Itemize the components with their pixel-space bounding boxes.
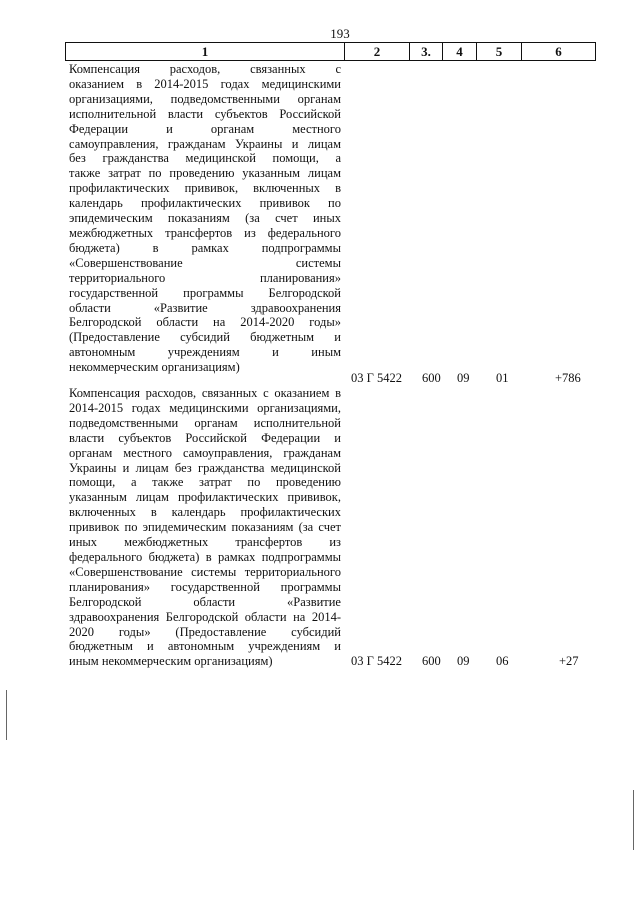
page-number: 193 (330, 26, 350, 41)
description-line: Белгородской области на 2014-2020 годы» (69, 315, 341, 330)
row-2-col6: +27 (559, 654, 579, 668)
description-line: профилактических прививок, включенных в (69, 181, 341, 196)
description-line: также затрат по проведению указанным лицам (69, 166, 341, 181)
description-line: Компенсация расходов, связанных с оказанием в (69, 386, 341, 400)
description-line: организациями, подведомственными органам (69, 91, 341, 106)
description-line: исполнительной власти субъектов Российской (69, 106, 341, 121)
header-col-1: 1 (66, 43, 345, 61)
header-col-4: 4 (443, 43, 477, 61)
description-line: календарь профилактических прививок по (69, 196, 341, 211)
description-line: без гражданства медицинской помощи, а (69, 151, 341, 166)
description-line: бюджета) в рамках подпрограммы (69, 240, 341, 255)
scan-edge-mark (6, 690, 7, 740)
header-col-3: 3. (410, 43, 443, 61)
description-line: эпидемическим показаниям (за счет иных (69, 211, 341, 226)
row-2-code: 03 Г 5422 (351, 654, 402, 668)
row-2-col3: 600 (422, 654, 441, 668)
description-line: межбюджетных трансфертов из федерального (69, 225, 341, 240)
row-2-col5: 06 (496, 654, 509, 668)
description-line: указанным лицам профилактических прививок, (69, 490, 341, 505)
description-line: территориального планирования» (69, 270, 341, 285)
row-1-col4: 09 (457, 371, 470, 385)
description-line: 2020 годы» (Предоставление субсидий (69, 624, 341, 639)
description-line: самоуправления, гражданам Украины и лицам (69, 136, 341, 151)
description-line: подведомственными органам исполнительной (69, 415, 341, 430)
row-1-description (69, 62, 341, 375)
scan-edge-mark (633, 790, 634, 850)
description-line: «Совершенствование системы территориального (69, 564, 341, 579)
row-1-code: 03 Г 5422 (351, 371, 402, 385)
description-line: органам местного самоуправления, гражданам (69, 445, 341, 460)
description-line: 2014-2015 годах медицинскими организациями, (69, 400, 341, 415)
description-line: Федерации и органам местного (69, 121, 341, 136)
description-line: включенных в календарь профилактических (69, 505, 341, 520)
header-col-6: 6 (522, 43, 596, 61)
description-line: здравоохранения Белгородской области на 2014- (69, 609, 341, 624)
description-line: Белгородской области «Развитие (69, 594, 341, 609)
row-2-description (69, 386, 341, 669)
description-line: бюджетным и автономным учреждениям и (69, 639, 341, 654)
description-line: некоммерческим организациям) (69, 360, 240, 375)
description-line: «Совершенствование системы (69, 255, 341, 270)
header-col-2: 2 (345, 43, 410, 61)
description-line: Компенсация расходов, связанных с (69, 62, 341, 76)
description-line: (Предоставление субсидий бюджетным и (69, 330, 341, 345)
description-line: помощи, а также затрат по проведению (69, 475, 341, 490)
description-line: иным некоммерческим организациям) (69, 654, 273, 669)
description-line: области «Развитие здравоохранения (69, 300, 341, 315)
row-2-col4: 09 (457, 654, 470, 668)
description-line: оказанием в 2014-2015 годах медицинскими (69, 76, 341, 91)
table-header (65, 42, 596, 61)
row-1-col3: 600 (422, 371, 441, 385)
description-line: власти субъектов Российской Федерации и (69, 430, 341, 445)
row-1-col6: +786 (555, 371, 581, 385)
description-line: федерального бюджета) в рамках подпрограммы (69, 549, 341, 564)
header-col-5: 5 (477, 43, 522, 61)
description-line: автономным учреждениям и иным (69, 345, 341, 360)
description-line: Украины и лицам без гражданства медицинской (69, 460, 341, 475)
description-line: планирования» государственной программы (69, 579, 341, 594)
description-line: государственной программы Белгородской (69, 285, 341, 300)
description-line: прививок по эпидемическим показаниям (за счет (69, 520, 341, 535)
description-line: иных межбюджетных трансфертов из (69, 535, 341, 550)
row-1-col5: 01 (496, 371, 509, 385)
